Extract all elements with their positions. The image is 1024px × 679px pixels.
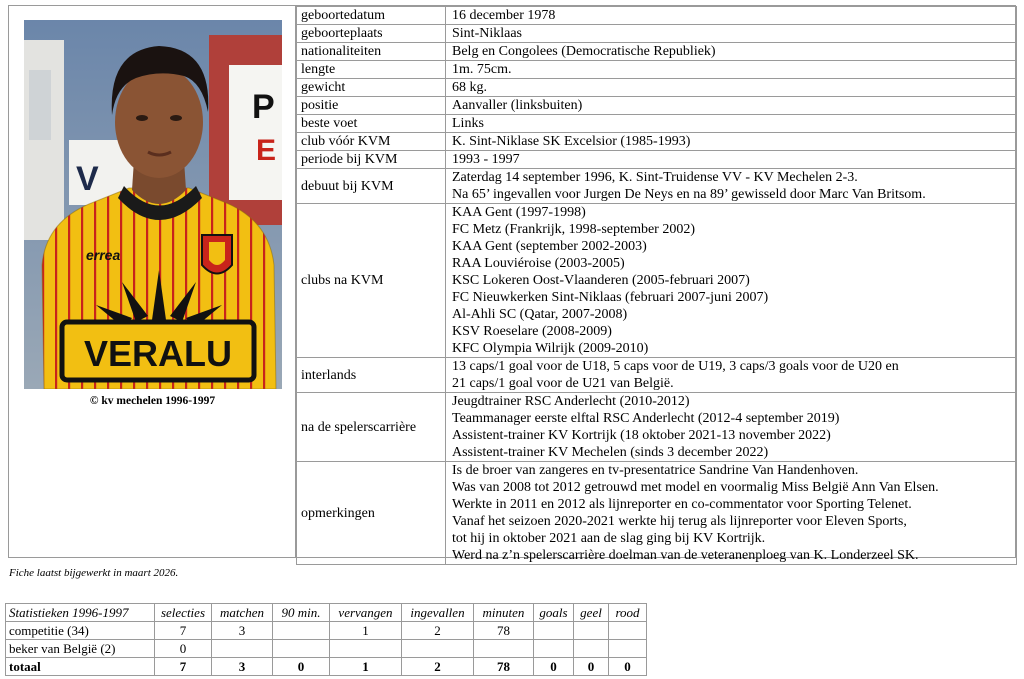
stats-cell: rood bbox=[609, 604, 647, 622]
info-value-line: KSC Lokeren Oost-Vlaanderen (2005-februari 2007) bbox=[452, 273, 750, 288]
info-label: positie bbox=[297, 97, 446, 115]
info-value bbox=[446, 358, 1017, 393]
stats-cell bbox=[609, 622, 647, 640]
info-label: geboorteplaats bbox=[297, 25, 446, 43]
info-row bbox=[297, 462, 1017, 565]
stats-cell: 7 bbox=[155, 622, 212, 640]
stats-cell bbox=[402, 640, 474, 658]
info-value-line: 68 kg. bbox=[452, 80, 487, 95]
stats-cell: 78 bbox=[474, 658, 534, 676]
info-label: debuut bij KVM bbox=[297, 169, 446, 204]
info-value-line: Teammanager eerste elftal RSC Anderlecht (2012-4 september 2019) bbox=[452, 411, 840, 426]
stats-cell: goals bbox=[534, 604, 574, 622]
stats-cell: 0 bbox=[155, 640, 212, 658]
info-value bbox=[446, 462, 1017, 565]
info-label: na de spelerscarrière bbox=[297, 393, 446, 462]
stats-row-label: Statistieken 1996-1997 bbox=[6, 604, 155, 622]
stats-row-label: competitie (34) bbox=[6, 622, 155, 640]
info-value-line: Jeugdtrainer RSC Anderlecht (2010-2012) bbox=[452, 394, 690, 409]
info-value-line: Zaterdag 14 september 1996, K. Sint-Truidense VV - KV Mechelen 2-3. bbox=[452, 170, 858, 185]
info-value-line: Assistent-trainer KV Mechelen (sinds 3 december 2022) bbox=[452, 445, 769, 460]
stats-cell: 0 bbox=[574, 658, 609, 676]
stats-cell bbox=[534, 640, 574, 658]
stats-cell: 78 bbox=[474, 622, 534, 640]
stats-cell bbox=[474, 640, 534, 658]
info-value bbox=[446, 61, 1017, 79]
info-row bbox=[297, 43, 1017, 61]
info-label: lengte bbox=[297, 61, 446, 79]
info-value-line: Sint-Niklaas bbox=[452, 26, 522, 41]
sign-letter-e: E bbox=[256, 134, 277, 167]
stats-cell: 1 bbox=[330, 658, 402, 676]
stats-cell bbox=[273, 640, 330, 658]
stats-cell: 3 bbox=[212, 622, 273, 640]
info-value-line: Werkte in 2011 en 2012 als lijnreporter en co-commentator voor Sporting Telenet. bbox=[452, 497, 912, 512]
info-value-line: Assistent-trainer KV Kortrijk (18 oktober 2021-13 november 2022) bbox=[452, 428, 831, 443]
info-row bbox=[297, 133, 1017, 151]
stats-row bbox=[6, 622, 647, 640]
sponsor-label: VERALU bbox=[83, 333, 233, 374]
stats-cell bbox=[273, 622, 330, 640]
info-value-line: Al-Ahli SC (Qatar, 2007-2008) bbox=[452, 307, 628, 322]
info-value-line: KAA Gent (1997-1998) bbox=[452, 205, 586, 220]
info-label: nationaliteiten bbox=[297, 43, 446, 61]
stats-cell: matchen bbox=[212, 604, 273, 622]
player-info-table bbox=[296, 6, 1017, 565]
info-value-line: Is de broer van zangeres en tv-presentatrice Sandrine Van Handenhoven. bbox=[452, 463, 859, 478]
info-value-line: K. Sint-Niklase SK Excelsior (1985-1993) bbox=[452, 134, 691, 149]
info-value-line: Links bbox=[452, 116, 484, 131]
stats-cell bbox=[609, 640, 647, 658]
info-value-line: Was van 2008 tot 2012 getrouwd met model en voormalig Miss België Ann Van Elsen. bbox=[452, 480, 939, 495]
info-value-line: Aanvaller (linksbuiten) bbox=[452, 98, 583, 113]
stats-cell: 0 bbox=[273, 658, 330, 676]
info-value bbox=[446, 25, 1017, 43]
player-photo bbox=[24, 20, 282, 389]
stats-cell: minuten bbox=[474, 604, 534, 622]
stats-cell: 0 bbox=[609, 658, 647, 676]
info-value-line: 13 caps/1 goal voor de U18, 5 caps voor de U19, 3 caps/3 goals voor de U20 en bbox=[452, 359, 899, 374]
info-value-line: 1993 - 1997 bbox=[452, 152, 520, 167]
info-value-line: tot hij in oktober 2021 aan de slag ging bij KV Kortrijk. bbox=[452, 531, 766, 546]
info-label: interlands bbox=[297, 358, 446, 393]
stats-cell: selecties bbox=[155, 604, 212, 622]
stats-cell bbox=[574, 622, 609, 640]
stats-cell: 1 bbox=[330, 622, 402, 640]
kit-brand-label: errea bbox=[86, 247, 121, 263]
stats-header-row bbox=[6, 604, 647, 622]
info-label: periode bij KVM bbox=[297, 151, 446, 169]
info-label: gewicht bbox=[297, 79, 446, 97]
info-row bbox=[297, 25, 1017, 43]
player-card bbox=[8, 5, 1016, 563]
stats-row bbox=[6, 640, 647, 658]
info-value bbox=[446, 393, 1017, 462]
info-value-line: Na 65’ ingevallen voor Jurgen De Neys en na 89’ gewisseld door Marc Van Britsom. bbox=[452, 187, 926, 202]
info-value bbox=[446, 133, 1017, 151]
info-value bbox=[446, 151, 1017, 169]
stats-cell: 7 bbox=[155, 658, 212, 676]
stats-cell: 0 bbox=[534, 658, 574, 676]
info-label: opmerkingen bbox=[297, 462, 446, 565]
sign-letter-p: P bbox=[252, 88, 275, 126]
info-label: clubs na KVM bbox=[297, 204, 446, 358]
stats-cell bbox=[534, 622, 574, 640]
stats-cell: geel bbox=[574, 604, 609, 622]
info-label: club vóór KVM bbox=[297, 133, 446, 151]
info-value-line: Werd na z’n spelerscarrière doelman van de veteranenploeg van K. Londerzeel SK. bbox=[452, 548, 919, 563]
stats-cell bbox=[330, 640, 402, 658]
stats-cell bbox=[574, 640, 609, 658]
info-row bbox=[297, 61, 1017, 79]
stats-row-label: totaal bbox=[6, 658, 155, 676]
info-value-line: FC Metz (Frankrijk, 1998-september 2002) bbox=[452, 222, 696, 237]
info-value-line: KAA Gent (september 2002-2003) bbox=[452, 239, 647, 254]
info-row bbox=[297, 115, 1017, 133]
stats-cell: vervangen bbox=[330, 604, 402, 622]
info-value bbox=[446, 7, 1017, 25]
info-value-line: Belg en Congolees (Democratische Republiek) bbox=[452, 44, 716, 59]
info-row bbox=[297, 151, 1017, 169]
info-row bbox=[297, 169, 1017, 204]
info-label: geboortedatum bbox=[297, 7, 446, 25]
info-value bbox=[446, 43, 1017, 61]
info-row bbox=[297, 393, 1017, 462]
info-value-line: 16 december 1978 bbox=[452, 8, 556, 23]
info-value bbox=[446, 97, 1017, 115]
stats-cell: 90 min. bbox=[273, 604, 330, 622]
info-value-line: RAA Louviéroise (2003-2005) bbox=[452, 256, 625, 271]
info-value-line: KSV Roeselare (2008-2009) bbox=[452, 324, 612, 339]
info-value-line: FC Nieuwkerken Sint-Niklaas (februari 2007-juni 2007) bbox=[452, 290, 769, 305]
stats-cell: 3 bbox=[212, 658, 273, 676]
info-value-line: Vanaf het seizoen 2020-2021 werkte hij terug als lijnreporter voor Eleven Sports, bbox=[452, 514, 907, 529]
info-value-line: KFC Olympia Wilrijk (2009-2010) bbox=[452, 341, 649, 356]
info-value-line: 21 caps/1 goal voor de U21 van België. bbox=[452, 376, 674, 391]
info-row bbox=[297, 358, 1017, 393]
stats-cell: 2 bbox=[402, 622, 474, 640]
info-label: beste voet bbox=[297, 115, 446, 133]
info-value bbox=[446, 169, 1017, 204]
info-value-line: 1m. 75cm. bbox=[452, 62, 512, 77]
stats-row-label: beker van België (2) bbox=[6, 640, 155, 658]
stats-total-row bbox=[6, 658, 647, 676]
info-row bbox=[297, 7, 1017, 25]
info-row bbox=[297, 79, 1017, 97]
photo-caption: © kv mechelen 1996-1997 bbox=[89, 395, 216, 407]
sign-letter-v: V bbox=[76, 160, 99, 198]
stats-cell: ingevallen bbox=[402, 604, 474, 622]
stats-table bbox=[5, 603, 647, 676]
info-row bbox=[297, 97, 1017, 115]
stats-cell bbox=[212, 640, 273, 658]
info-value bbox=[446, 115, 1017, 133]
stats-cell: 2 bbox=[402, 658, 474, 676]
info-value bbox=[446, 204, 1017, 358]
info-row bbox=[297, 204, 1017, 358]
info-value bbox=[446, 79, 1017, 97]
last-updated-note: Fiche laatst bijgewerkt in maart 2026. bbox=[9, 567, 179, 579]
photo-cell bbox=[9, 6, 296, 557]
